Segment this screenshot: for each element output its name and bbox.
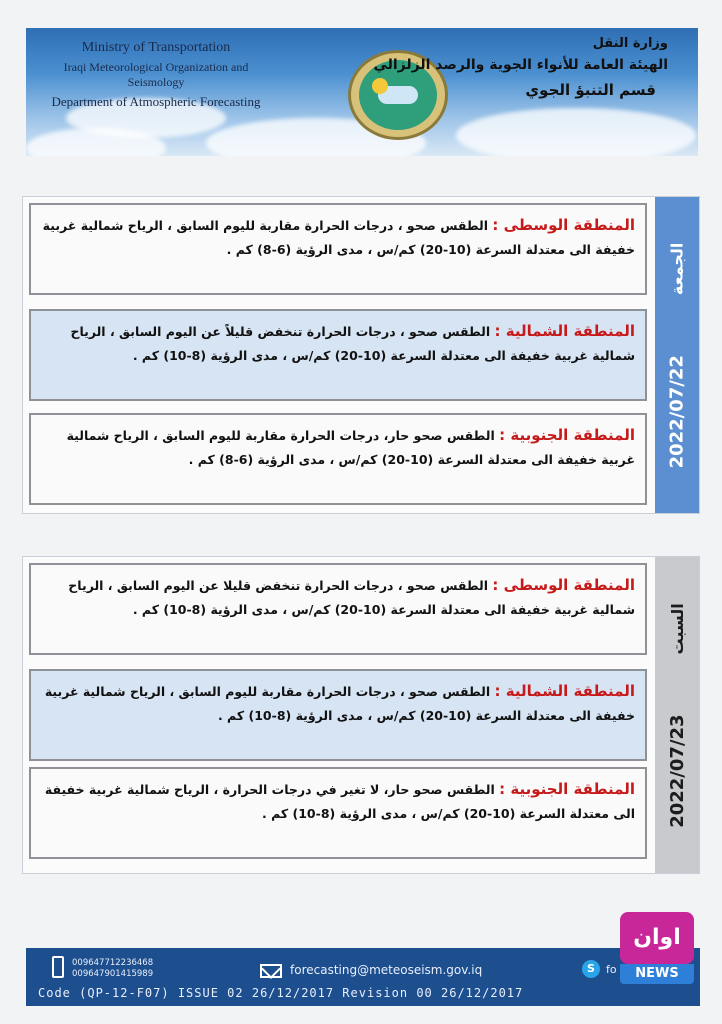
- date-bar: [655, 197, 699, 513]
- region-forecast: الطقس صحو ، درجات الحرارة تنخفض قليلا عن اليوم السابق ، الرياح شمالية غربية خفيفة الى معتدلة السرعة (10-20) كم/س ، مدى الرؤية (8-10) كم .: [68, 578, 635, 617]
- phone-numbers: [72, 958, 153, 980]
- region-card-northern: [29, 669, 647, 761]
- skype-handle: fo: [606, 963, 617, 976]
- organization-name-ar: الهيئة العامة للأنواء الجوية والرصد الزلزالي: [373, 57, 668, 73]
- day-section-2: [22, 556, 700, 874]
- region-forecast: الطقس صحو حار، لا تغير في درجات الحرارة ، الرياح شمالية غربية خفيفة الى معتدلة السرعة (10-20) كم/س ، مدى الرؤية (8-10) كم .: [44, 782, 635, 821]
- day-name: السبت: [667, 602, 687, 654]
- watermark-brand: اوان: [620, 912, 694, 964]
- news-watermark-logo: [620, 912, 694, 986]
- region-name: المنطقة الجنوبية :: [499, 780, 635, 798]
- day-section-1: [22, 196, 700, 514]
- region-name: المنطقة الوسطى :: [492, 216, 635, 234]
- organization-name-en: Iraqi Meteorological Organization and Seismology: [63, 60, 249, 89]
- ministry-name-ar: وزارة النقل: [592, 36, 668, 51]
- header-english: [36, 40, 276, 110]
- department-name-ar: قسم التنبؤ الجوي: [525, 81, 656, 99]
- forecast-date: 2022/07/22: [666, 354, 688, 468]
- skype-icon: S: [582, 960, 600, 978]
- region-card-central: [29, 563, 647, 655]
- region-card-southern: [29, 767, 647, 859]
- region-name: المنطقة الشمالية :: [494, 682, 635, 700]
- date-bar: [655, 557, 699, 873]
- phone-number: 009647901415989: [72, 969, 154, 979]
- header-banner: [26, 28, 698, 156]
- header-arabic: [373, 36, 668, 99]
- region-forecast: الطقس صحو ، درجات الحرارة مقاربة لليوم السابق ، الرياح شمالية غربية خفيفة الى معتدلة السرعة (10-20) كم/س ، مدى الرؤية (8-10) كم .: [44, 684, 635, 723]
- watermark-news: NEWS: [620, 964, 694, 984]
- region-card-southern: [29, 413, 647, 505]
- region-forecast: الطقس صحو ، درجات الحرارة مقاربة لليوم السابق ، الرياح شمالية غربية خفيفة الى معتدلة السرعة (10-20) كم/س ، مدى الرؤية (6-8) كم .: [42, 218, 635, 257]
- region-forecast: الطقس صحو ، درجات الحرارة تنخفض قليلاً عن اليوم السابق ، الرياح شمالية غربية خفيفة الى معتدلة السرعة (10-20) كم/س ، مدى الرؤية (8-10) كم .: [70, 324, 635, 363]
- region-forecast: الطقس صحو حار، درجات الحرارة مقاربة لليوم السابق ، الرياح شمالية غربية خفيفة الى معتدلة السرعة (10-20) كم/س ، مدى الرؤية (6-8) كم .: [66, 428, 635, 467]
- region-name: المنطقة الشمالية :: [494, 322, 635, 340]
- region-card-northern: [29, 309, 647, 401]
- ministry-name-en: Ministry of Transportation: [81, 40, 231, 55]
- phone-number: 009647712236468: [72, 958, 154, 968]
- forecast-date: 2022/07/23: [666, 713, 688, 828]
- phone-icon: [52, 956, 64, 978]
- email-link[interactable]: forecasting@meteoseism.gov.iq: [290, 963, 483, 977]
- department-name-en: Department of Atmospheric Forecasting: [51, 94, 261, 109]
- region-name: المنطقة الوسطى :: [492, 576, 635, 594]
- document-code: Code (QP-12-F07) ISSUE 02 26/12/2017 Revision 00 26/12/2017: [38, 986, 524, 1000]
- day-name: الجمعة: [667, 242, 687, 295]
- region-card-central: [29, 203, 647, 295]
- region-name: المنطقة الجنوبية :: [499, 426, 635, 444]
- footer-bar: [26, 948, 700, 1006]
- mail-icon: [260, 964, 282, 978]
